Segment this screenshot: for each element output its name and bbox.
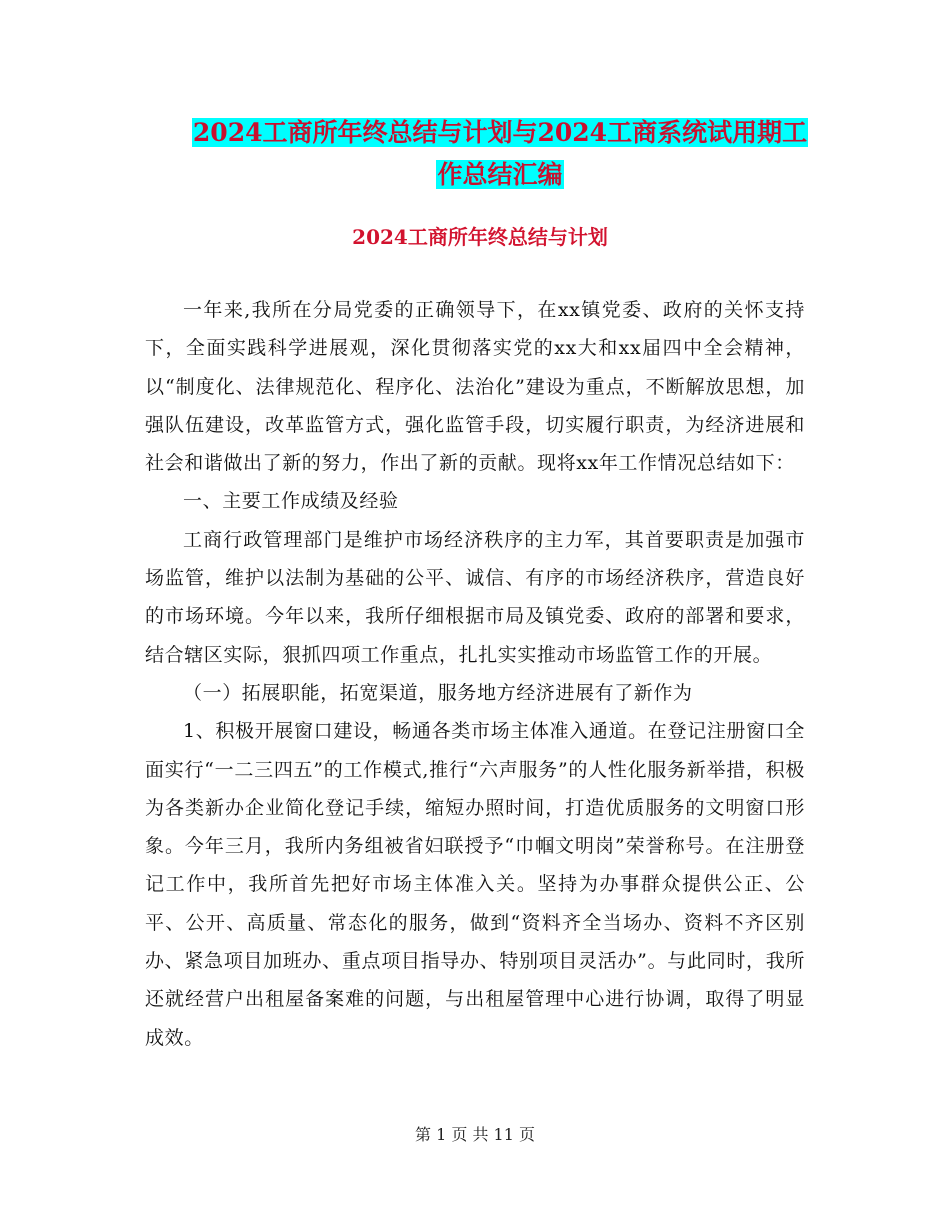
subheading-expand-functions: （一）拓展职能，拓宽渠道，服务地方经济进展有了新作为: [183, 681, 693, 704]
document-body: [145, 291, 805, 1057]
paragraph-intro: 一年来,我所在分局党委的正确领导下，在xx镇党委、政府的关怀支持下，全面实践科学进展观，深化贯彻落实党的xx大和xx届四中全会精神，以“制度化、法律规范化、程序化、法治化”建设为重点，不断解放思想，加强队伍建设，改革监管方式，强化监管手段，切实履行职责，为经济进展和社会和谐做出了新的努力，作出了新的贡献。现将xx年工作情况总结如下：: [145, 299, 805, 475]
paragraph-market-supervision: 工商行政管理部门是维护市场经济秩序的主力军，其首要职责是加强市场监管，维护以法制为基础的公平、诚信、有序的市场经济秩序，营造良好的市场环境。今年以来，我所仔细根据市局及镇党委、政府的部署和要求，结合辖区实际，狠抓四项工作重点，扎扎实实推动市场监管工作的开展。: [145, 528, 805, 666]
page-footer: [0, 1123, 950, 1147]
main-title-line-1: 2024工商所年终总结与计划与2024工商系统试用期工: [192, 118, 808, 147]
heading-main-achievements: 一、主要工作成绩及经验: [183, 490, 399, 513]
main-title-line-2: 作总结汇编: [437, 160, 563, 189]
paragraph-window-construction: 1、积极开展窗口建设，畅通各类市场主体准入通道。在登记注册窗口全面实行“一二三四五”的工作模式,推行“六声服务”的人性化服务新举措，积极为各类新办企业简化登记手续，缩短办照时间，打造优质服务的文明窗口形象。今年三月，我所内务组被省妇联授予“巾帼文明岗”荣誉称号。在注册登记工作中，我所首先把好市场主体准入关。坚持为办事群众提供公正、公平、公开、高质量、常态化的服务，做到“资料齐全当场办、资料不齐区别办、紧急项目加班办、重点项目指导办、特别项目灵活办”。与此同时，我所还就经营户出租屋备案难的问题，与出租屋管理中心进行协调，取得了明显成效。: [145, 720, 805, 1049]
page-indicator: 第 1 页 共 11 页: [415, 1125, 535, 1144]
section-title: 2024工商所年终总结与计划: [352, 225, 608, 249]
document-main-title: [140, 112, 860, 196]
